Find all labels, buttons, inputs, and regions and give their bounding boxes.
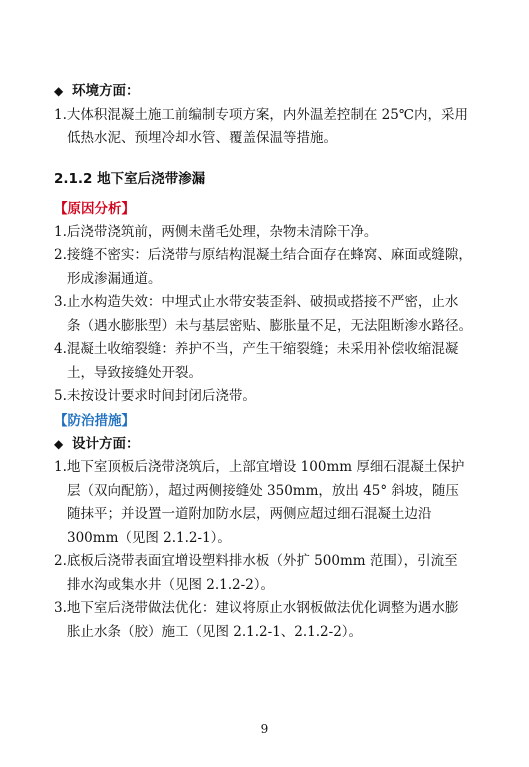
measure-item-1-line-2: 层（双向配筋），超过两侧接缝处 350mm，放出 45° 斜坡，随压 — [67, 482, 459, 499]
cause-item-2-line-1: 2.接缝不密实：后浇带与原结构混凝土结合面存在蜂窝、麻面或缝隙， — [54, 247, 472, 263]
diamond-bullet-icon: ◆ — [54, 84, 64, 98]
cause-item-4-line-2: 土，导致接缝处开裂。 — [67, 364, 202, 381]
page-number: 9 — [260, 722, 269, 736]
env-item-1-line-1: 1.大体积混凝土施工前编制专项方案，内外温差控制在 25℃内，采用 — [54, 106, 468, 123]
measure-item-1-line-1: 1.地下室顶板后浇带浇筑后，上部宜增设 100mm 厚细石混凝土保护 — [54, 459, 465, 475]
cause-item-1: 1.后浇带浇筑前，两侧未凿毛处理，杂物未清除干净。 — [54, 223, 378, 240]
measure-item-2-line-1: 2.底板后浇带表面宜增设塑料排水板（外扩 500mm 范围），引流至 — [54, 553, 458, 569]
cause-item-2-line-2: 形成渗漏通道。 — [67, 270, 162, 287]
env-heading — [54, 80, 474, 104]
measure-item-1-line-4: 300mm（见图 2.1.2-1）。 — [67, 529, 231, 546]
cause-analysis-tag: 【原因分析】 — [54, 200, 135, 217]
measure-item-1-line-3: 随抹平；并设置一道附加防水层，两侧应超过细石混凝土边沿 — [67, 506, 432, 522]
cause-item-3-line-2: 条（遇水膨胀型）未与基层密贴、膨胀量不足，无法阻断渗水路径。 — [67, 317, 472, 334]
cause-item-5: 5.未按设计要求时间封闭后浇带。 — [54, 388, 256, 404]
measure-item-3-line-1: 3.地下室后浇带做法优化：建议将原止水钢板做法优化调整为遇水膨 — [54, 600, 459, 616]
prevention-measures-tag: 【防治措施】 — [54, 412, 135, 429]
measure-item-3-line-2: 胀止水条（胶）施工（见图 2.1.2-1、2.1.2-2）。 — [67, 623, 363, 640]
design-heading — [54, 433, 474, 457]
diamond-bullet-icon: ◆ — [54, 436, 64, 451]
page-content — [54, 80, 474, 644]
env-item-1-line-2: 低热水泥、预埋冷却水管、覆盖保温等措施。 — [67, 130, 337, 146]
design-heading-text: 设计方面： — [72, 435, 140, 452]
section-title: 2.1.2 地下室后浇带渗漏 — [54, 170, 206, 187]
cause-item-4-line-1: 4.混凝土收缩裂缝：养护不当，产生干缩裂缝；未采用补偿收缩混凝 — [54, 341, 459, 357]
cause-item-3-line-1: 3.止水构造失效：中埋式止水带安装歪斜、破损或搭接不严密，止水 — [54, 294, 459, 310]
measure-item-2-line-2: 排水沟或集水井（见图 2.1.2-2）。 — [67, 576, 275, 593]
env-heading-text: 环境方面： — [72, 83, 140, 99]
